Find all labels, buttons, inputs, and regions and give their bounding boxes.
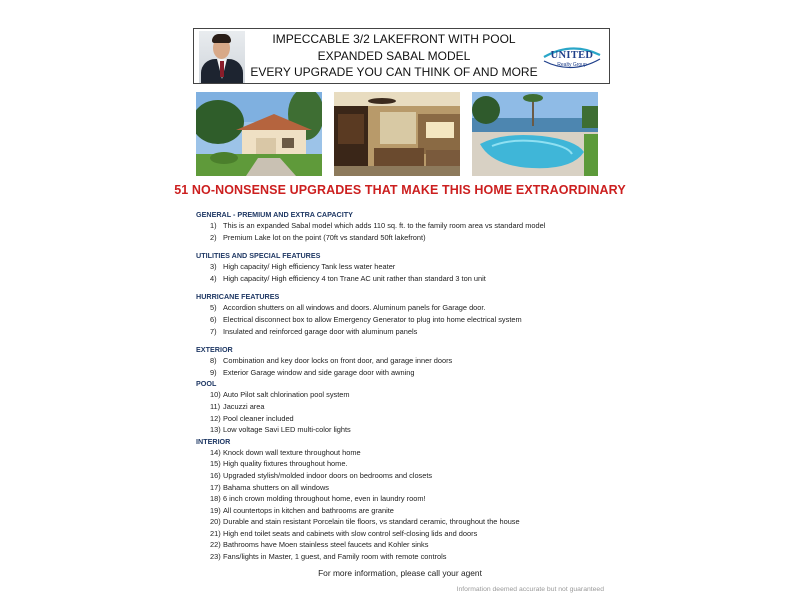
list-item <box>196 470 616 482</box>
list-item <box>196 424 616 436</box>
upgrade-sections <box>196 209 616 563</box>
item-text: Durable and stain resistant Porcelain tile floors, vs standard ceramic, throughout the house <box>223 517 520 527</box>
item-text: Bahama shutters on all windows <box>223 482 329 492</box>
item-text: Insulated and reinforced garage door with aluminum panels <box>223 326 418 336</box>
item-text: Electrical disconnect box to allow Emergency Generator to plug into home electrical system <box>223 314 522 324</box>
item-text: High capacity/ High efficiency Tank less water heater <box>223 262 396 272</box>
item-number: 8) <box>210 356 217 366</box>
list-item <box>196 539 616 551</box>
item-number: 12) <box>210 413 221 423</box>
item-text: Bathrooms have Moen stainless steel faucets and Kohler sinks <box>223 540 429 550</box>
list-item <box>196 326 616 338</box>
disclaimer: Information deemed accurate but not guaranteed <box>456 586 604 593</box>
item-number: 11) <box>210 401 221 411</box>
list-item <box>196 493 616 505</box>
upgrades-title: 51 NO-NONSENSE UPGRADES THAT MAKE THIS HOME EXTRAORDINARY <box>174 183 626 197</box>
footer-info: For more information, please call your agent <box>318 568 482 578</box>
list-item <box>196 302 616 314</box>
united-realty-logo <box>540 45 604 71</box>
item-number: 5) <box>210 303 217 313</box>
section-heading-exterior: EXTERIOR <box>196 345 233 355</box>
list-item <box>196 482 616 494</box>
item-text: Auto Pilot salt chlorination pool system <box>223 390 350 400</box>
item-number: 19) <box>210 505 221 515</box>
list-item <box>196 516 616 528</box>
item-number: 15) <box>210 459 221 469</box>
section-heading-general: GENERAL - PREMIUM AND EXTRA CAPACITY <box>196 210 353 219</box>
list-item <box>196 220 616 232</box>
item-text: High capacity/ High efficiency 4 ton Trane AC unit rather than standard 3 ton unit <box>223 273 486 283</box>
item-number: 20) <box>210 517 221 527</box>
item-number: 3) <box>210 262 217 272</box>
item-text: Low voltage Savi LED multi-color lights <box>223 425 351 435</box>
list-item <box>196 401 616 413</box>
list-item <box>196 232 616 244</box>
headline-line-3: EVERY UPGRADE YOU CAN THINK OF AND MORE <box>250 65 538 79</box>
item-text: Jacuzzi area <box>223 401 265 411</box>
item-number: 9) <box>210 367 217 377</box>
item-text: Exterior Garage window and side garage door with awning <box>223 367 415 377</box>
item-number: 13) <box>210 425 221 435</box>
section-heading-interior: INTERIOR <box>196 436 231 446</box>
item-text: This is an expanded Sabal model which adds 110 sq. ft. to the family room area vs standard model <box>223 221 546 230</box>
item-text: Combination and key door locks on front door, and garage inner doors <box>223 356 453 366</box>
item-text: High quality fixtures throughout home. <box>223 459 348 469</box>
item-text: 6 inch crown molding throughout home, even in laundry room! <box>223 494 426 504</box>
photo-house-exterior <box>196 92 322 176</box>
item-text: Premium Lake lot on the point (70ft vs standard 50ft lakefront) <box>223 232 426 242</box>
list-item <box>196 355 616 367</box>
item-text: All countertops in kitchen and bathrooms are granite <box>223 505 394 515</box>
item-text: Pool cleaner included <box>223 413 294 423</box>
item-number: 1) <box>210 221 217 230</box>
item-number: 4) <box>210 273 217 283</box>
item-number: 10) <box>210 390 221 400</box>
section-heading-hurricane: HURRICANE FEATURES <box>196 292 280 302</box>
item-text: Upgraded stylish/molded indoor doors on bedrooms and closets <box>223 470 433 480</box>
logo-text: UNITED <box>550 50 594 61</box>
item-number: 17) <box>210 482 221 492</box>
item-text: Knock down wall texture throughout home <box>223 447 361 457</box>
item-number: 6) <box>210 314 217 324</box>
section-heading-pool: POOL <box>196 379 217 389</box>
list-item <box>196 413 616 425</box>
item-text: Fans/lights in Master, 1 guest, and Family room with remote controls <box>223 552 447 562</box>
headline <box>249 31 539 81</box>
list-item <box>196 314 616 326</box>
logo-subtext: Realty Group <box>557 62 587 68</box>
list-item <box>196 551 616 563</box>
list-item <box>196 447 616 459</box>
photo-pool-lake <box>472 92 598 176</box>
item-number: 23) <box>210 552 221 562</box>
list-item <box>196 458 616 470</box>
item-number: 18) <box>210 494 221 504</box>
item-number: 16) <box>210 470 221 480</box>
item-number: 14) <box>210 447 221 457</box>
item-number: 22) <box>210 540 221 550</box>
section-heading-utilities: UTILITIES AND SPECIAL FEATURES <box>196 251 321 261</box>
list-item <box>196 273 616 285</box>
agent-photo <box>199 31 245 83</box>
photo-living-room <box>334 92 460 176</box>
item-number: 7) <box>210 326 217 336</box>
list-item <box>196 389 616 401</box>
item-text: Accordion shutters on all windows and doors. Aluminum panels for Garage door. <box>223 303 486 313</box>
list-item <box>196 505 616 517</box>
item-number: 2) <box>210 232 217 242</box>
item-text: High end toilet seats and cabinets with slow control self-closing lids and doors <box>223 528 478 538</box>
list-item <box>196 528 616 540</box>
item-number: 21) <box>210 528 221 538</box>
headline-line-2: EXPANDED SABAL MODEL <box>317 48 471 63</box>
list-item <box>196 367 616 379</box>
list-item <box>196 261 616 273</box>
header-box <box>193 28 610 84</box>
headline-line-1: IMPECCABLE 3/2 LAKEFRONT WITH POOL <box>272 32 516 46</box>
